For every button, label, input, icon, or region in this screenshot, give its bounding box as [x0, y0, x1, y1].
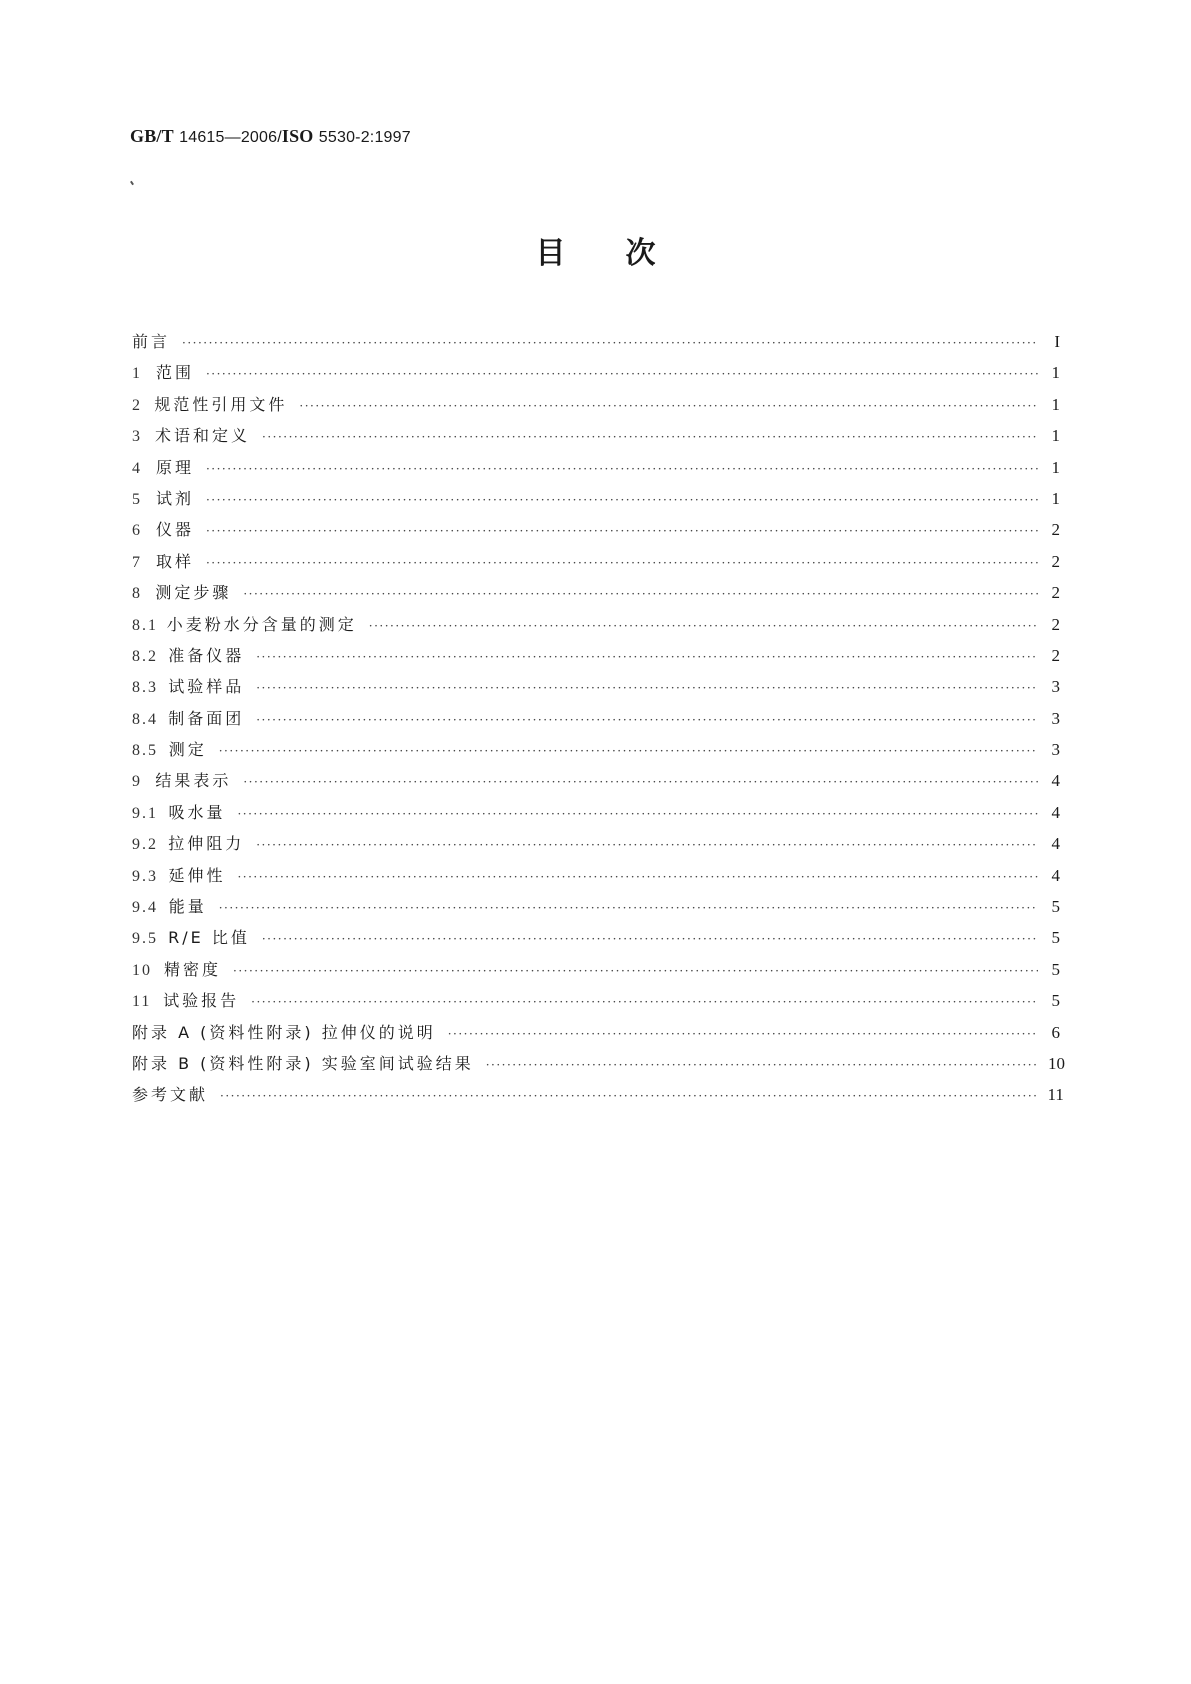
toc-entry-label: 前言: [132, 332, 171, 351]
toc-entry-label: 试剂: [155, 488, 194, 508]
toc-entry-number: 9.1: [132, 804, 158, 822]
toc-leader-dots: [262, 430, 1038, 444]
toc-entry-page: I: [1054, 332, 1060, 351]
toc-leader-dots: [237, 870, 1038, 884]
toc-entry[interactable]: [132, 455, 1060, 486]
scan-mark: [130, 181, 134, 185]
toc-entry-label: 延伸性: [168, 865, 226, 885]
toc-leader-dots: [237, 807, 1038, 821]
toc-entry-page: 10: [1048, 1053, 1065, 1073]
toc-entry-label: 能量: [168, 897, 207, 917]
toc-entry-number: 6: [132, 522, 142, 540]
toc-entry-number: 8.2: [132, 647, 158, 665]
toc-leader-dots: [182, 336, 1038, 350]
toc-entry-page: 1: [1051, 488, 1060, 508]
toc-entry-page: 3: [1051, 740, 1060, 760]
toc-entry-label: 规范性引用文件: [154, 394, 288, 414]
toc-entry-number: 7: [132, 553, 142, 571]
toc-entry[interactable]: [132, 831, 1060, 862]
toc-entry-number: 8.4: [132, 710, 158, 728]
toc-entry-label: 附录 B (资料性附录) 实验室间试验结果: [132, 1053, 474, 1073]
toc-entry-number: 1: [132, 365, 142, 383]
toc-entry[interactable]: [132, 1020, 1060, 1051]
toc-leader-dots: [206, 493, 1038, 507]
toc-entry[interactable]: [132, 580, 1060, 611]
toc-entry-page: 1: [1051, 363, 1060, 383]
toc-entry[interactable]: [132, 1082, 1064, 1113]
toc-entry-label: 测定: [168, 740, 207, 760]
toc-entry-label: 取样: [155, 551, 194, 571]
toc-entry-number: 9.5: [132, 930, 158, 948]
toc-entry-page: 5: [1051, 991, 1060, 1011]
toc-leader-dots: [256, 681, 1038, 695]
toc-entry-page: 6: [1051, 1022, 1060, 1042]
toc-leader-dots: [220, 1089, 1038, 1103]
toc-entry[interactable]: [132, 392, 1060, 423]
toc-leader-dots: [262, 932, 1038, 946]
toc-entry-number: 10: [132, 961, 152, 979]
toc-entry-number: 9.3: [132, 867, 158, 885]
toc-entry-number: 8.5: [132, 742, 158, 760]
toc-entry-number: 5: [132, 490, 142, 508]
toc-entry-page: 1: [1051, 426, 1060, 446]
toc-entry-number: 8.3: [132, 679, 158, 697]
toc-entry-number: 2: [132, 396, 142, 414]
toc-entry-page: 1: [1051, 394, 1060, 414]
toc-leader-dots: [219, 744, 1038, 758]
toc-entry-number: 4: [132, 459, 142, 477]
toc-entry-label: 试验样品: [168, 677, 245, 697]
toc-leader-dots: [251, 995, 1038, 1009]
toc-entry[interactable]: [132, 800, 1060, 831]
toc-entry-page: 1: [1051, 457, 1060, 477]
toc-entry-label: 附录 A (资料性附录) 拉伸仪的说明: [132, 1022, 436, 1042]
toc-entry[interactable]: [132, 1051, 1065, 1082]
toc-leader-dots: [243, 775, 1038, 789]
toc-entry-page: 2: [1051, 645, 1060, 665]
table-of-contents: [132, 329, 1065, 1114]
toc-leader-dots: [299, 399, 1038, 413]
toc-entry[interactable]: [132, 894, 1060, 925]
toc-leader-dots: [206, 524, 1038, 538]
toc-entry[interactable]: [132, 925, 1060, 956]
toc-leader-dots: [206, 462, 1038, 476]
toc-entry-page: 4: [1051, 834, 1060, 854]
toc-entry-label: 试验报告: [163, 991, 240, 1011]
toc-entry-label: 仪器: [155, 520, 194, 540]
toc-entry[interactable]: [132, 737, 1060, 768]
toc-entry-page: 11: [1047, 1085, 1064, 1105]
toc-entry-page: 4: [1051, 771, 1060, 791]
toc-entry-page: 3: [1051, 677, 1060, 697]
toc-entry-label: 吸水量: [168, 802, 226, 822]
toc-entry[interactable]: [132, 329, 1060, 360]
toc-entry-label: 精密度: [164, 959, 222, 979]
toc-leader-dots: [256, 650, 1038, 664]
toc-entry-number: 11: [132, 993, 152, 1011]
toc-entry-page: 5: [1051, 897, 1060, 917]
toc-entry-page: 2: [1051, 583, 1060, 603]
toc-entry-number: 8: [132, 585, 142, 603]
toc-entry-page: 2: [1051, 520, 1060, 540]
toc-entry[interactable]: [132, 549, 1060, 580]
toc-entry[interactable]: [132, 957, 1060, 988]
toc-entry[interactable]: [132, 643, 1060, 674]
toc-entry-number: 3: [132, 428, 142, 446]
toc-entry-page: 5: [1051, 928, 1060, 948]
toc-entry-number: 9.4: [132, 899, 158, 917]
toc-entry-label: 小麦粉水分含量的测定: [166, 614, 357, 634]
toc-entry-number: 9.2: [132, 836, 158, 854]
toc-entry[interactable]: [132, 768, 1060, 799]
toc-entry-page: 4: [1051, 802, 1060, 822]
page-title: 目次: [535, 236, 716, 271]
toc-leader-dots: [233, 964, 1038, 978]
toc-entry[interactable]: [132, 706, 1060, 737]
toc-entry-label: R/E 比值: [168, 928, 250, 948]
toc-entry-label: 原理: [155, 457, 194, 477]
toc-leader-dots: [206, 556, 1038, 570]
toc-leader-dots: [256, 838, 1038, 852]
toc-entry-page: 5: [1051, 959, 1060, 979]
toc-entry-label: 制备面团: [168, 708, 245, 728]
toc-entry-label: 拉伸阻力: [168, 834, 245, 854]
toc-entry-number: 9: [132, 773, 142, 791]
toc-entry[interactable]: [132, 674, 1060, 705]
standard-number-header: [130, 126, 411, 147]
header-number: 14615—2006/: [179, 129, 282, 146]
toc-entry-label: 范围: [155, 363, 194, 383]
toc-leader-dots: [243, 587, 1038, 601]
header-iso: ISO: [281, 126, 314, 146]
toc-entry[interactable]: [132, 423, 1060, 454]
toc-entry-page: 4: [1051, 865, 1060, 885]
header-gbt: GB/T: [130, 126, 174, 146]
toc-leader-dots: [486, 1058, 1038, 1072]
toc-entry[interactable]: [132, 612, 1060, 643]
toc-leader-dots: [256, 713, 1038, 727]
toc-leader-dots: [369, 619, 1038, 633]
toc-leader-dots: [448, 1027, 1038, 1041]
toc-entry-page: 2: [1051, 551, 1060, 571]
toc-entry-label: 结果表示: [155, 771, 232, 791]
toc-entry[interactable]: [132, 360, 1060, 391]
toc-entry-label: 参考文献: [132, 1085, 209, 1105]
toc-entry[interactable]: [132, 517, 1060, 548]
toc-entry-label: 准备仪器: [168, 645, 245, 665]
toc-entry-label: 测定步骤: [155, 583, 232, 603]
toc-leader-dots: [219, 901, 1038, 915]
toc-entry-number: 8.1: [132, 616, 158, 634]
toc-entry-page: 2: [1051, 614, 1060, 634]
header-iso-number: 5530-2:1997: [318, 129, 411, 146]
toc-leader-dots: [206, 367, 1038, 381]
toc-entry-page: 3: [1051, 708, 1060, 728]
toc-entry-label: 术语和定义: [155, 426, 251, 446]
toc-entry[interactable]: [132, 863, 1060, 894]
toc-entry[interactable]: [132, 486, 1060, 517]
toc-entry[interactable]: [132, 988, 1060, 1019]
